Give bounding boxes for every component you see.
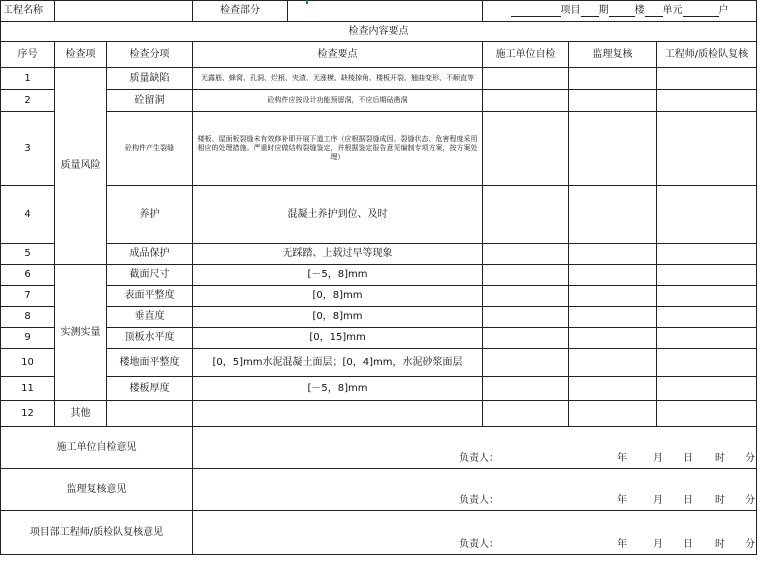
- opinion-row-engineer: 项目部工程师/质检队复核意见 负责人： 年 月 日 时 分: [1, 511, 757, 555]
- supervision-cell[interactable]: [569, 286, 657, 307]
- other-points-cell[interactable]: [193, 401, 483, 427]
- column-header-row: [1, 42, 757, 68]
- supervision-cell[interactable]: [569, 377, 657, 401]
- inspection-part-value[interactable]: [288, 1, 483, 21]
- engineer-cell[interactable]: [657, 68, 757, 90]
- project-name-value[interactable]: [55, 1, 193, 22]
- supervision-cell[interactable]: [569, 90, 657, 112]
- opinion-supervision-field[interactable]: 负责人： 年 月 日 时 分: [193, 469, 757, 511]
- self-check-cell[interactable]: [483, 90, 569, 112]
- table-row: 2 砼留洞 砼构件应按设计功能预留洞，不应后期砧凿洞: [1, 90, 757, 112]
- header-row: [1, 1, 757, 22]
- opinion-row-self-check: 施工单位自检意见 负责人： 年 月 日 时 分: [1, 427, 757, 469]
- table-row: 11 楼板厚度 [－5，8]mm: [1, 377, 757, 401]
- col-self-check: 施工单位自检: [483, 42, 569, 68]
- table-row: 3 砼构件产生裂缝 楼板、屋面板裂缝未有效修补即开展下道工序（应根据裂缝成因、裂缝状态、危害程度采用相应的处理措施。严重时应做结构裂缝鉴定，并根据鉴定报告意见编制专项方案，按方案处理）: [1, 112, 757, 186]
- col-engineer: 工程师/质检队复核: [657, 42, 757, 68]
- supervision-cell[interactable]: [569, 307, 657, 328]
- self-check-cell[interactable]: [483, 307, 569, 328]
- supervision-cell[interactable]: [569, 112, 657, 186]
- engineer-cell[interactable]: [657, 286, 757, 307]
- supervision-cell[interactable]: [569, 265, 657, 286]
- opinion-row-supervision: 监理复核意见 负责人： 年 月 日 时 分: [1, 469, 757, 511]
- table-row: 10 楼地面平整度 [0，5]mm水泥混凝土面层；[0，4]mm，水泥砂浆面层: [1, 349, 757, 377]
- table-row: 4 养护 混凝土养护到位、及时: [1, 186, 757, 244]
- table-row: 8 垂直度 [0，8]mm: [1, 307, 757, 328]
- self-check-cell[interactable]: [483, 401, 569, 427]
- inspection-part-label: 检查部分: [220, 5, 260, 16]
- col-seq: 序号: [1, 42, 55, 68]
- engineer-cell[interactable]: [657, 112, 757, 186]
- col-supervision: 监理复核: [569, 42, 657, 68]
- engineer-cell[interactable]: [657, 401, 757, 427]
- supervision-cell[interactable]: [569, 186, 657, 244]
- location-fields[interactable]: 项目 期 楼 单元 户: [483, 1, 757, 22]
- engineer-cell[interactable]: [657, 377, 757, 401]
- section-title: 检查内容要点: [1, 22, 757, 42]
- opinion-self-check-field[interactable]: 负责人： 年 月 日 时 分: [193, 427, 757, 469]
- supervision-cell[interactable]: [569, 349, 657, 377]
- engineer-cell[interactable]: [657, 90, 757, 112]
- table-row: 5 成品保护 无踩踏、上载过早等现象: [1, 244, 757, 265]
- project-name-label: 工程名称: [1, 1, 55, 22]
- supervision-cell[interactable]: [569, 244, 657, 265]
- table-row: 9 顶板水平度 [0，15]mm: [1, 328, 757, 349]
- cell-cursor-mark: [306, 0, 308, 4]
- self-check-cell[interactable]: [483, 244, 569, 265]
- self-check-cell[interactable]: [483, 68, 569, 90]
- table-row: 7 表面平整度 [0，8]mm: [1, 286, 757, 307]
- self-check-cell[interactable]: [483, 112, 569, 186]
- group-measurement: 实测实量: [55, 265, 107, 401]
- supervision-cell[interactable]: [569, 328, 657, 349]
- col-subitem: 检查分项: [107, 42, 193, 68]
- supervision-cell[interactable]: [569, 68, 657, 90]
- engineer-cell[interactable]: [657, 349, 757, 377]
- opinion-engineer-field[interactable]: 负责人： 年 月 日 时 分: [193, 511, 757, 555]
- group-quality-risk: 质量风险: [55, 68, 107, 265]
- engineer-cell[interactable]: [657, 186, 757, 244]
- engineer-cell[interactable]: [657, 265, 757, 286]
- engineer-cell[interactable]: [657, 244, 757, 265]
- self-check-cell[interactable]: [483, 349, 569, 377]
- self-check-cell[interactable]: [483, 328, 569, 349]
- table-row: 12 其他: [1, 401, 757, 427]
- self-check-cell[interactable]: [483, 186, 569, 244]
- self-check-cell[interactable]: [483, 377, 569, 401]
- table-row: 1 质量风险 质量缺陷 无露筋、蜂窝、孔洞、烂根、夹渣、无涨模、缺棱掉角、楼板开裂、翘曲变形、不顺直等: [1, 68, 757, 90]
- engineer-cell[interactable]: [657, 328, 757, 349]
- self-check-cell[interactable]: [483, 286, 569, 307]
- engineer-cell[interactable]: [657, 307, 757, 328]
- table-row: 6 实测实量 截面尺寸 [－5，8]mm: [1, 265, 757, 286]
- col-item: 检查项: [55, 42, 107, 68]
- supervision-cell[interactable]: [569, 401, 657, 427]
- self-check-cell[interactable]: [483, 265, 569, 286]
- col-points: 检查要点: [193, 42, 483, 68]
